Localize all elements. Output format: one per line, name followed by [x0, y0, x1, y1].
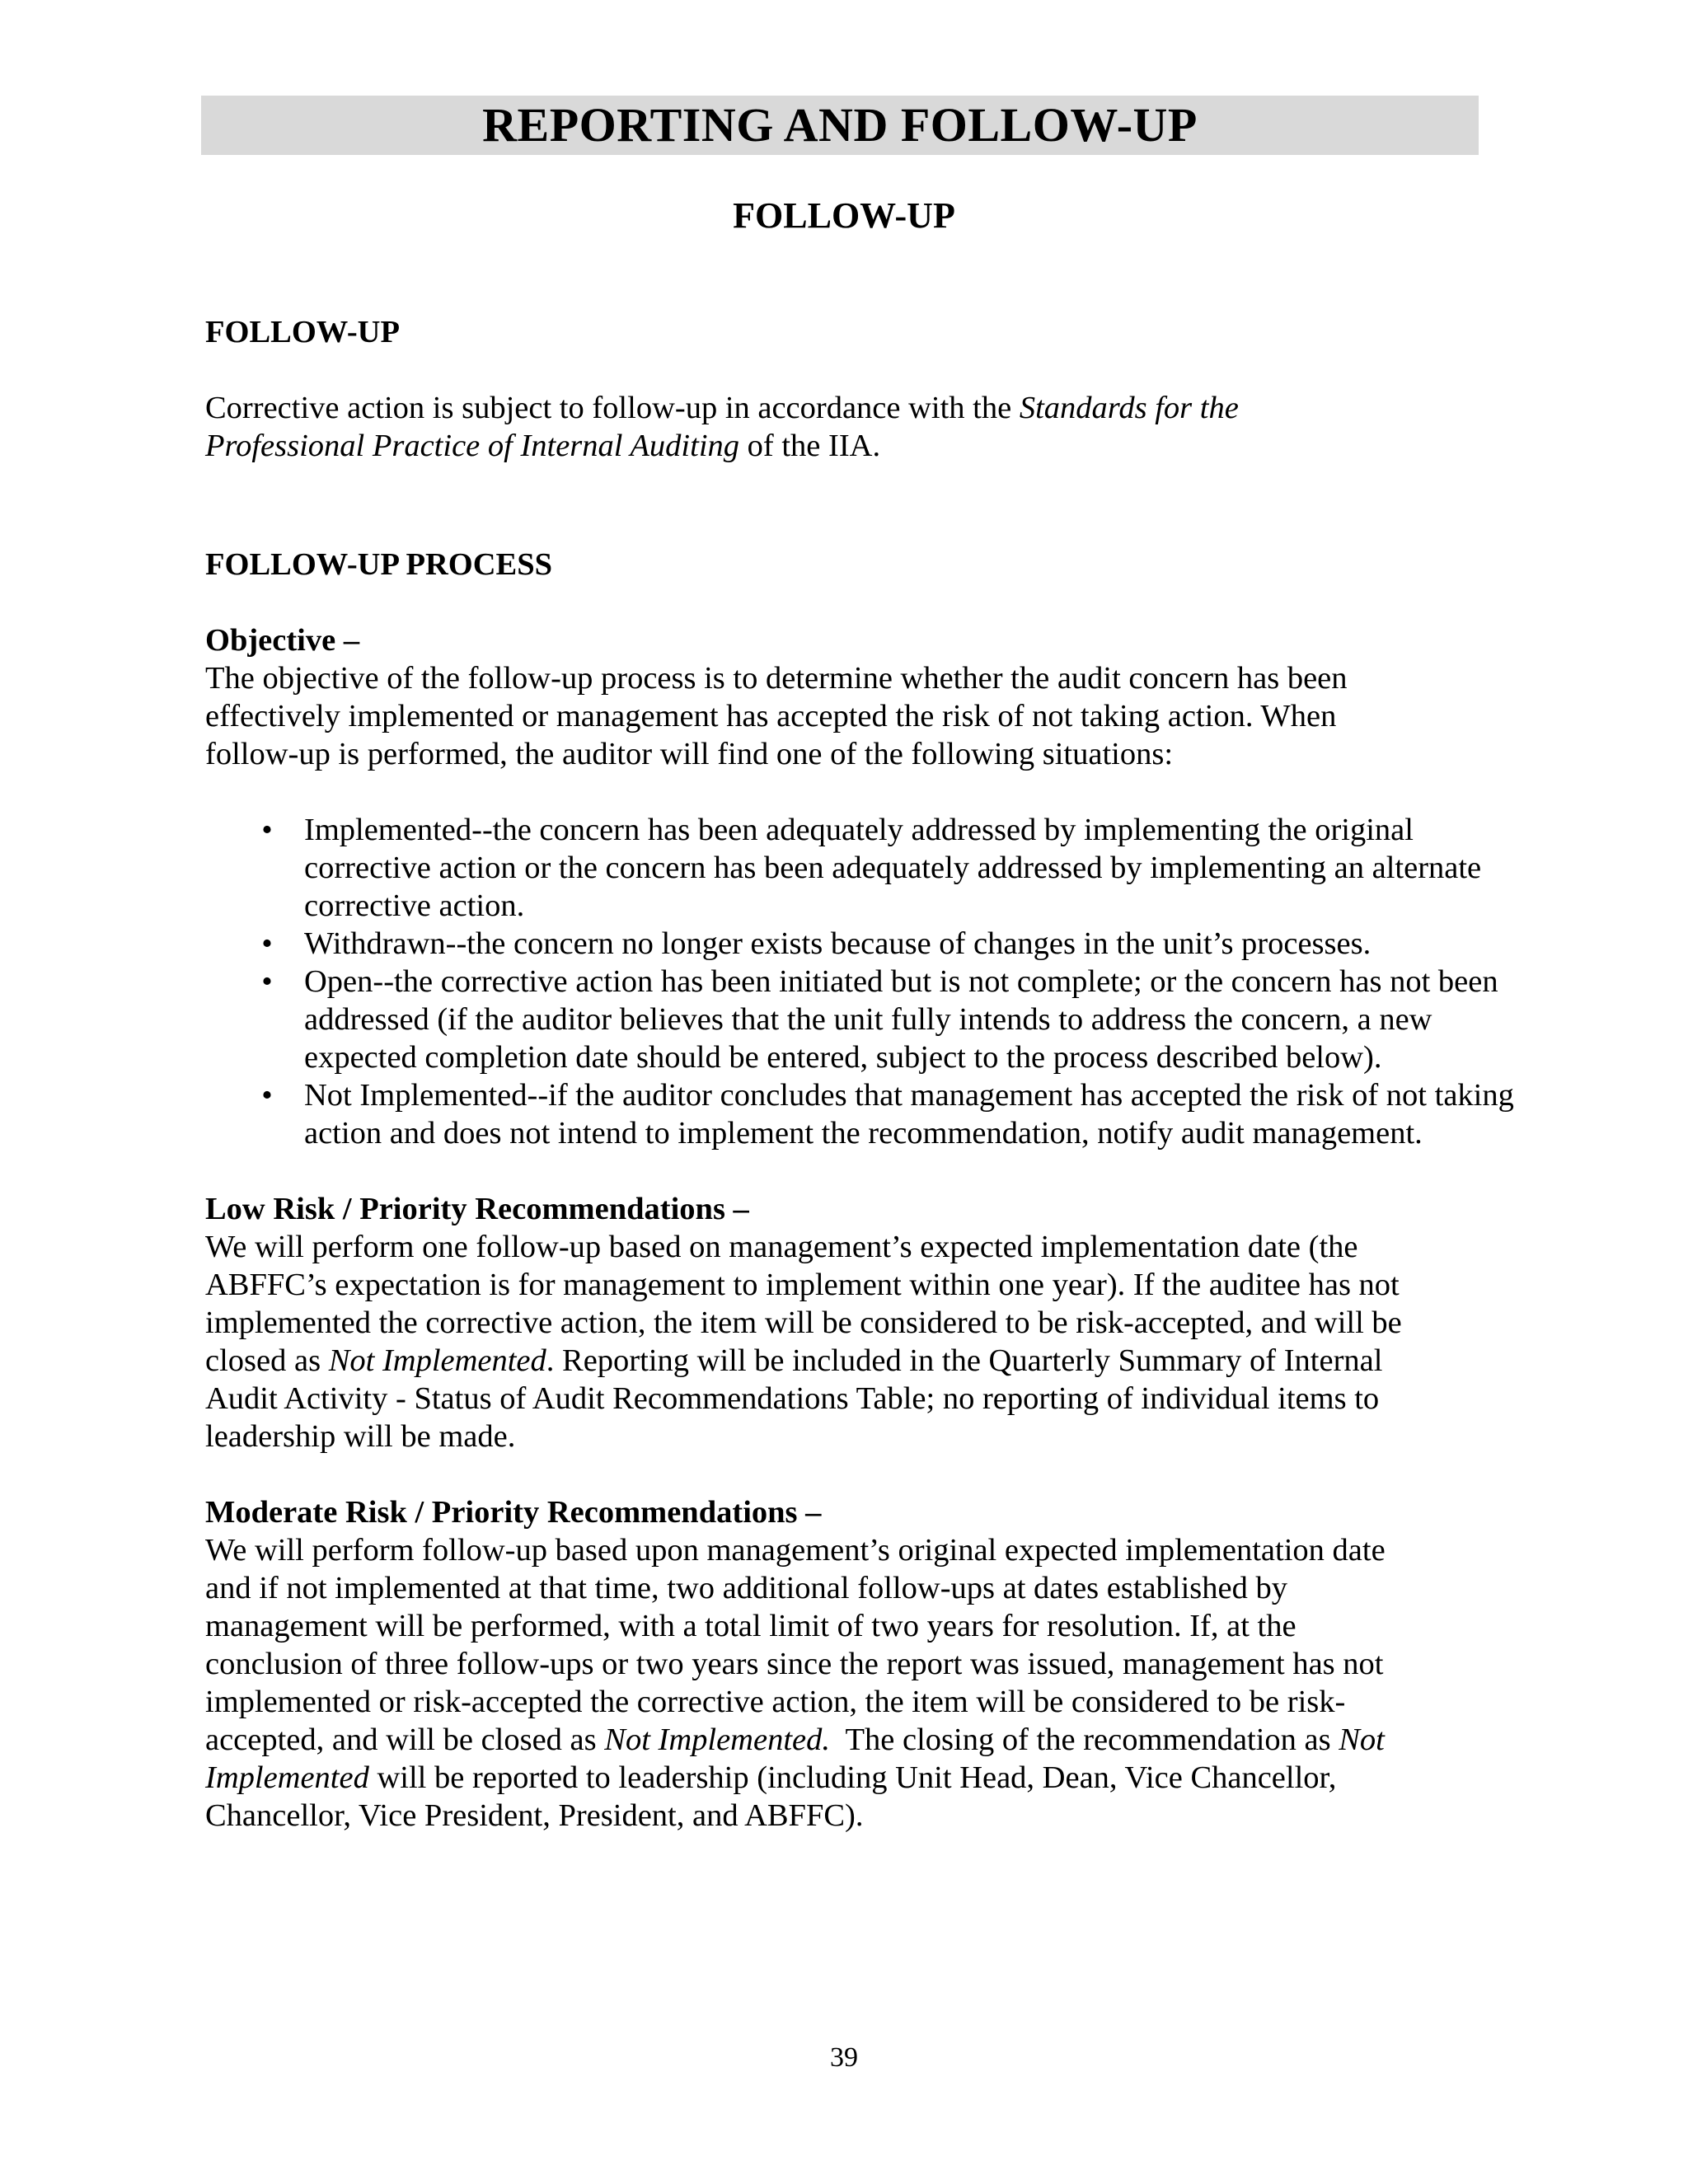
moderate-risk-status-2: Not Implemented: [205, 1722, 1385, 1795]
page-title: REPORTING AND FOLLOW-UP: [482, 98, 1198, 152]
list-item-text: Not Implemented--if the auditor concludes that management has accepted the risk of not taking action and does not intend to implement the recommendation, notify audit management.: [304, 1078, 1514, 1151]
follow-up-standards-title: Standards for the Professional Practice of Internal Auditing: [205, 391, 1239, 463]
moderate-risk-text-2: The closing of the recommendation as: [829, 1722, 1339, 1757]
objective-paragraph: The objective of the follow-up process is to determine whether the audit concern has been effectively implemented or management has accepted the risk of not taking action. When follow-up is performed, the auditor will find one of the following situations:: [205, 661, 1348, 771]
low-risk-heading: Low Risk / Priority Recommendations –: [205, 1192, 749, 1226]
list-item-text: Implemented--the concern has been adequately addressed by implementing the original corrective action or the concern has been adequately addressed by implementing an alternate corrective action.: [304, 813, 1482, 923]
list-item-text: Open--the corrective action has been initiated but is not complete; or the concern has not been addressed (if the auditor believes that the unit fully intends to address the concern, a new expected completion date should be entered, subject to the process described below).: [304, 964, 1498, 1075]
follow-up-text-2: of the IIA.: [739, 429, 881, 463]
low-risk-text-1: We will perform one follow-up based on management’s expected implementation date (the ABFFC’s expectation is for management to implement within one year). If the auditee has not implemented the corrective action, the item will be considered to be risk-accepted, and will be closed as: [205, 1230, 1402, 1378]
follow-up-paragraph: [205, 389, 1359, 465]
follow-up-process-heading: FOLLOW-UP PROCESS: [205, 547, 553, 582]
page-number: 39: [830, 2042, 858, 2073]
bullet-icon: •: [261, 1078, 273, 1113]
bullet-icon: •: [261, 964, 273, 999]
document-body: [205, 313, 1514, 1835]
follow-up-heading: FOLLOW-UP: [205, 315, 400, 349]
low-risk-paragraph: [205, 1228, 1458, 1455]
moderate-risk-text-1: We will perform follow-up based upon management’s original expected implementation date and if not implemented at that time, two additional follow-ups at dates established by management will be performed, with a total limit of two years for resolution. If, at the conclusion of three follow-ups or two years since the report was issued, management has not implemented or risk-accepted the corrective action, the item will be considered to be risk-accepted, and will be closed as: [205, 1533, 1386, 1757]
section-banner: [201, 96, 1479, 155]
list-item-text: Withdrawn--the concern no longer exists because of changes in the unit’s processes.: [304, 926, 1372, 961]
situation-list: [205, 811, 1514, 1152]
page-subtitle: FOLLOW-UP: [733, 195, 955, 236]
moderate-risk-text-3: will be reported to leadership (including Unit Head, Dean, Vice Chancellor, Chancellor, Vice President, President, and ABFFC).: [205, 1760, 1337, 1833]
moderate-risk-status-1: Not Implemented.: [604, 1722, 830, 1757]
moderate-risk-paragraph: [205, 1531, 1425, 1835]
list-item: [205, 811, 1491, 925]
low-risk-text-2: . Reporting will be included in the Quarterly Summary of Internal Audit Activity - Status of Audit Recommendations Table; no reporting of individual items to leadership will be made.: [205, 1343, 1383, 1454]
moderate-risk-heading: Moderate Risk / Priority Recommendations –: [205, 1495, 822, 1530]
low-risk-status: Not Implemented: [328, 1343, 546, 1378]
objective-heading: Objective –: [205, 623, 360, 658]
list-item: [205, 925, 1516, 963]
bullet-icon: •: [261, 813, 273, 847]
list-item: [205, 963, 1516, 1076]
bullet-icon: •: [261, 926, 273, 961]
follow-up-text-1: Corrective action is subject to follow-up in accordance with the: [205, 391, 1020, 425]
list-item: [205, 1076, 1516, 1152]
